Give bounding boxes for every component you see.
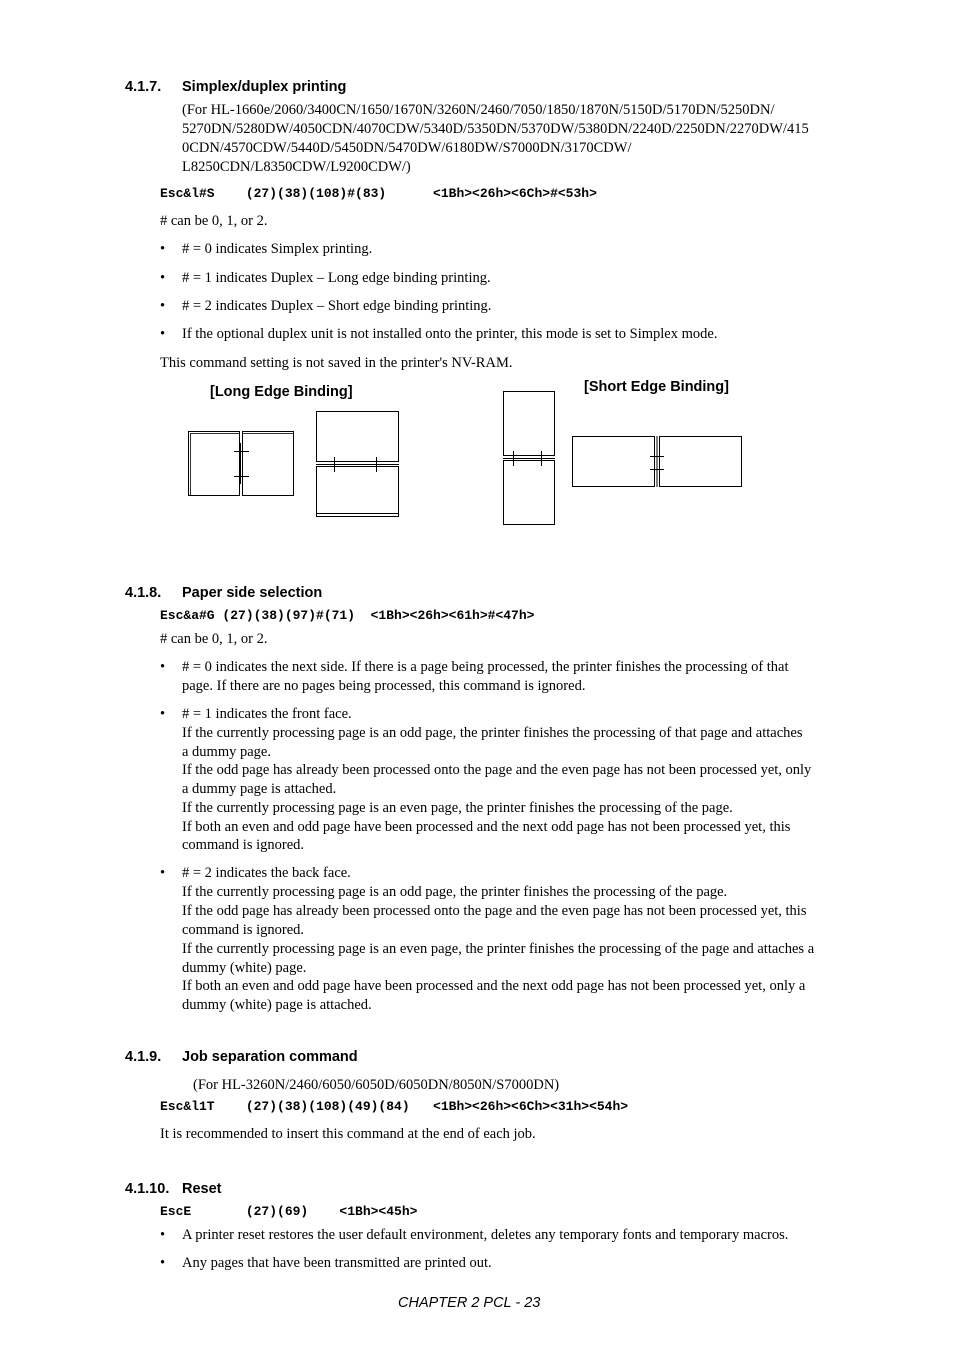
- list-item-line: a dummy page is attached.: [182, 781, 337, 797]
- command-code: EscE (27)(69) <1Bh><45h>: [160, 1204, 418, 1219]
- list-item-line: # = 2 indicates the back face.: [182, 865, 351, 881]
- list-item-line: # = 1 indicates the front face.: [182, 706, 352, 722]
- bullet-glyph: •: [160, 1227, 166, 1243]
- section-heading-4-1-8: [125, 585, 322, 601]
- long-edge-portrait-pages: [189, 432, 294, 496]
- command-code: Esc&l1T (27)(38)(108)(49)(84) <1Bh><26h><6Ch><31h><54h>: [160, 1099, 629, 1114]
- short-edge-landscape-pages: [573, 436, 742, 487]
- list-item-line: If the currently processing page is an even page, the printer finishes the processing of the page and attaches a: [182, 941, 815, 957]
- short-edge-portrait-pages: [503, 392, 555, 525]
- description-text: It is recommended to insert this command at the end of each job.: [160, 1126, 536, 1142]
- section-title: Paper side selection: [182, 585, 323, 601]
- bullet-glyph: •: [160, 270, 166, 286]
- section-heading-4-1-10: [125, 1181, 222, 1197]
- binding-diagram: [0, 0, 954, 560]
- bullet-glyph: •: [160, 1255, 166, 1271]
- list-item-line: # = 0 indicates the next side. If there is a page being processed, the printer finishes the processing of that: [182, 659, 789, 675]
- section-heading-4-1-9: [125, 1049, 358, 1065]
- bullet-glyph: •: [160, 659, 166, 675]
- list-item: # = 2 indicates Duplex – Short edge binding printing.: [182, 298, 492, 314]
- section-number: 4.1.7.: [125, 79, 162, 95]
- models-line: L8250CDN/L8350CDW/L9200CDW/): [182, 159, 411, 175]
- list-item-line: If the odd page has already been processed onto the page and the even page has not been processed yet, only: [182, 762, 812, 778]
- param-intro: # can be 0, 1, or 2.: [160, 631, 268, 647]
- bullet-glyph: •: [160, 326, 166, 342]
- models-line: 5270DN/5280DW/4050CDN/4070CDW/5340D/5350DN/5370DW/5380DN/2240D/2250DN/2270DW/415: [182, 121, 809, 137]
- list-item-line: If both an even and odd page have been processed and the next odd page has not been processed yet, this: [182, 819, 791, 835]
- list-item-line: If the currently processing page is an odd page, the printer finishes the processing of that page and attaches: [182, 725, 803, 741]
- list-item: If the optional duplex unit is not installed onto the printer, this mode is set to Simplex mode.: [182, 326, 718, 342]
- short-edge-binding-label: [Short Edge Binding]: [584, 379, 729, 395]
- section-title: Job separation command: [182, 1049, 358, 1065]
- list-item-line: page. If there are no pages being processed, this command is ignored.: [182, 678, 586, 694]
- list-item-line: If the currently processing page is an even page, the printer finishes the processing of the page.: [182, 800, 733, 816]
- long-edge-binding-label: [Long Edge Binding]: [210, 384, 353, 400]
- bullet-glyph: •: [160, 706, 166, 722]
- models-line: 0CDN/4570CDW/5440D/5450DN/5470DW/6180DW/S7000DN/3170CDW/: [182, 140, 632, 156]
- bullet-glyph: •: [160, 241, 166, 257]
- list-item-line: a dummy page.: [182, 744, 271, 760]
- list-item-line: dummy (white) page.: [182, 960, 307, 976]
- list-item-line: If the currently processing page is an odd page, the printer finishes the processing of the page.: [182, 884, 728, 900]
- section-number: 4.1.9.: [125, 1049, 162, 1065]
- long-edge-landscape-pages: [316, 412, 399, 517]
- section-title: Simplex/duplex printing: [182, 79, 347, 95]
- list-item: # = 0 indicates Simplex printing.: [182, 241, 373, 257]
- list-item: # = 1 indicates Duplex – Long edge binding printing.: [182, 270, 491, 286]
- page-footer: CHAPTER 2 PCL - 23: [398, 1295, 541, 1311]
- list-item-line: If the odd page has already been processed onto the page and the even page has not been processed yet, this: [182, 903, 807, 919]
- note-text: This command setting is not saved in the printer's NV-RAM.: [160, 355, 513, 371]
- section-title: Reset: [182, 1181, 222, 1197]
- list-item-line: command is ignored.: [182, 922, 305, 938]
- command-code: Esc&l#S (27)(38)(108)#(83) <1Bh><26h><6Ch>#<53h>: [160, 186, 597, 201]
- param-intro: # can be 0, 1, or 2.: [160, 213, 268, 229]
- list-item-line: If both an even and odd page have been processed and the next odd page has not been processed yet, only a: [182, 978, 806, 994]
- bullet-glyph: •: [160, 865, 166, 881]
- list-item-line: command is ignored.: [182, 837, 305, 853]
- models-line: (For HL-1660e/2060/3400CN/1650/1670N/3260N/2460/7050/1850/1870N/5150D/5170DN/5250DN/: [182, 102, 775, 118]
- section-number: 4.1.10.: [125, 1181, 170, 1197]
- supported-models: (For HL-3260N/2460/6050/6050D/6050DN/8050N/S7000DN): [193, 1077, 560, 1093]
- list-item: Any pages that have been transmitted are printed out.: [182, 1255, 492, 1271]
- list-item-line: dummy (white) page is attached.: [182, 997, 372, 1013]
- bullet-glyph: •: [160, 298, 166, 314]
- list-item: A printer reset restores the user default environment, deletes any temporary fonts and temporary macros.: [182, 1227, 789, 1243]
- command-code: Esc&a#G (27)(38)(97)#(71) <1Bh><26h><61h>#<47h>: [160, 608, 535, 623]
- section-number: 4.1.8.: [125, 585, 162, 601]
